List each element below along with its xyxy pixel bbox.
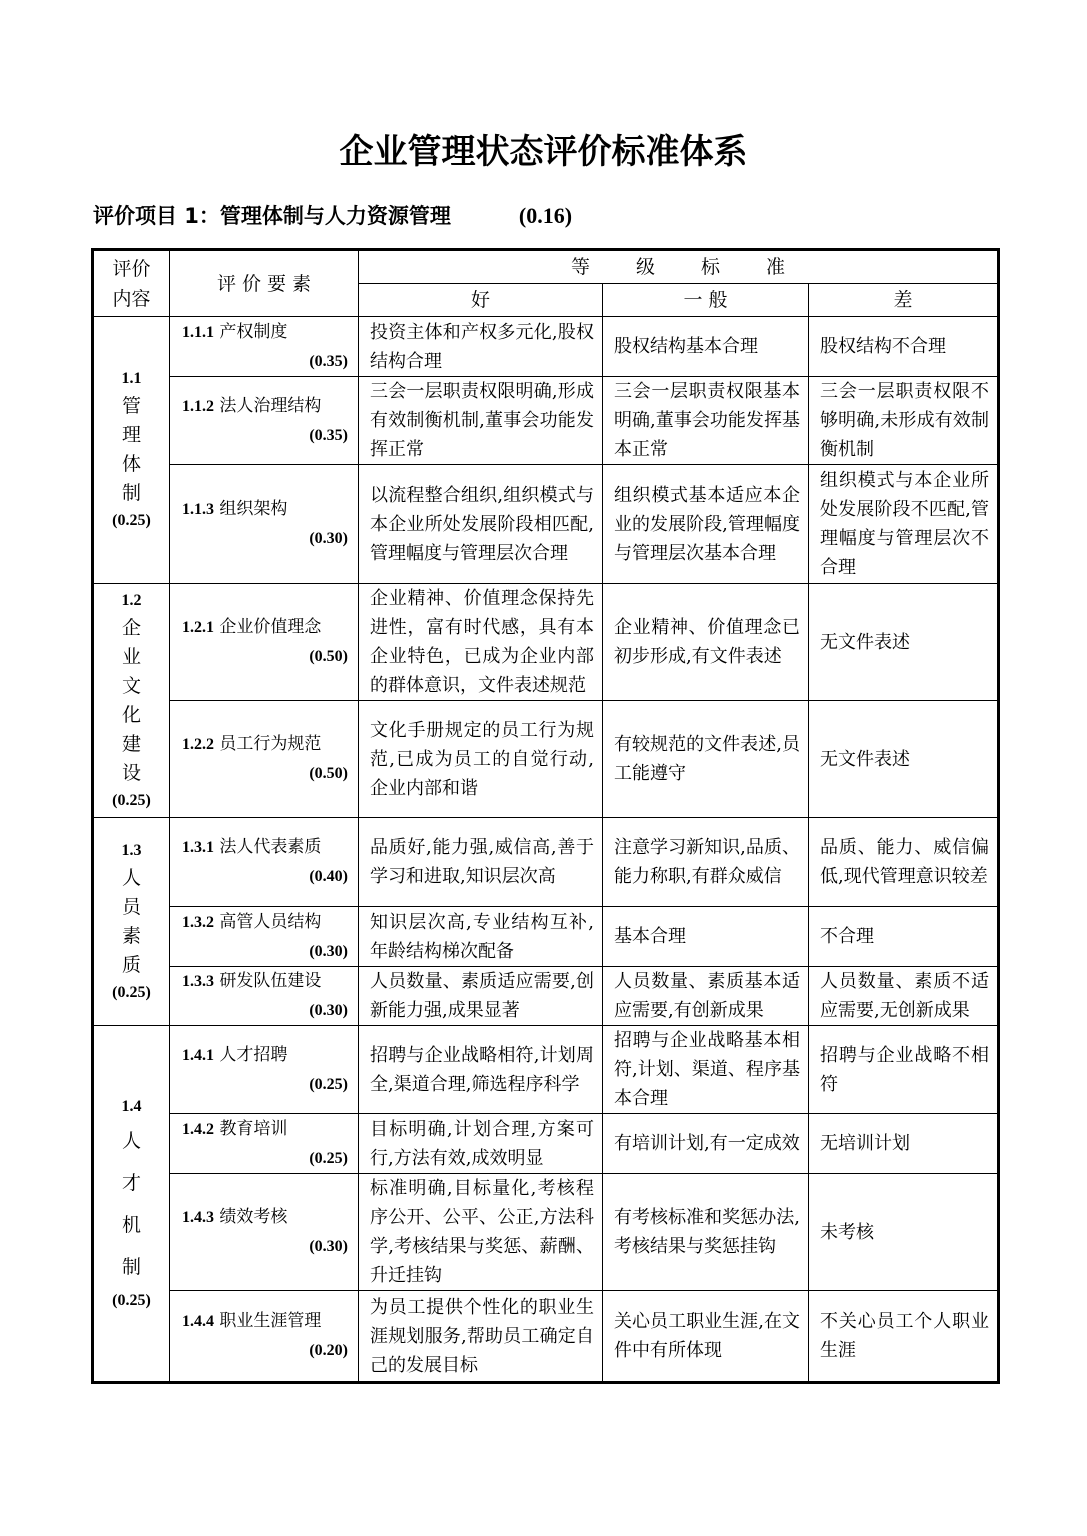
category-name-char: 人 <box>121 1129 141 1152</box>
criterion-good: 人员数量、素质适应需要,创新能力强,成果显著 <box>359 967 603 1026</box>
element-name: 高管人员结构 <box>219 911 322 932</box>
element-name-line <box>182 730 348 759</box>
element-name-line <box>182 318 348 347</box>
element-weight: (0.25) <box>309 1075 348 1093</box>
category-name-char: 人 <box>121 866 141 889</box>
element-name: 职业生涯管理 <box>219 1311 322 1331</box>
element-cell <box>170 1114 359 1174</box>
criterion-fair: 基本合理 <box>603 907 809 967</box>
category-name-char: 化 <box>121 703 141 726</box>
criterion-fair: 企业精神、价值理念已初步形成,有文件表述 <box>603 584 809 701</box>
criterion-fair: 有培训计划,有一定成效 <box>603 1114 809 1174</box>
table-row <box>93 1291 999 1383</box>
category-name-char: 文 <box>121 674 141 697</box>
element-name-line <box>182 1041 348 1070</box>
category-name-char: 员 <box>121 895 141 918</box>
header-fair: 一 般 <box>603 284 809 317</box>
category-cell <box>93 818 170 1026</box>
element-number: 1.3.3 <box>182 973 214 990</box>
criterion-good: 招聘与企业战略相符,计划周全,渠道合理,筛选程序科学 <box>359 1026 603 1114</box>
page-title: 企业管理状态评价标准体系 <box>339 132 748 172</box>
criterion-poor: 品质、能力、威信偏低,现代管理意识较差 <box>809 818 999 907</box>
criterion-fair: 有较规范的文件表述,员工能遵守 <box>603 701 809 818</box>
element-cell <box>170 317 359 377</box>
element-name-line <box>182 833 348 862</box>
table-row <box>93 1026 999 1114</box>
header-elements: 评 价 要 素 <box>170 250 359 317</box>
criterion-fair: 组织模式基本适应本企业的发展阶段,管理幅度与管理层次基本合理 <box>603 465 809 584</box>
header-poor: 差 <box>809 284 999 317</box>
category-weight: (0.25) <box>112 983 151 1001</box>
element-name: 研发队伍建设 <box>219 971 322 991</box>
element-number: 1.1.3 <box>182 501 214 518</box>
category-cell <box>93 317 170 584</box>
criterion-poor: 三会一层职责权限不够明确,未形成有效制衡机制 <box>809 377 999 465</box>
criterion-poor: 组织模式与本企业所处发展阶段不匹配,管理幅度与管理层次不合理 <box>809 465 999 584</box>
table-row <box>93 907 999 967</box>
evaluation-table <box>91 248 1000 1384</box>
category-name-char: 建 <box>121 732 141 755</box>
criterion-poor: 招聘与企业战略不相符 <box>809 1026 999 1114</box>
section-heading <box>93 198 572 234</box>
element-cell <box>170 465 359 584</box>
header-grade: 等级标准 <box>359 250 999 284</box>
category-name-char: 管 <box>121 395 141 417</box>
criterion-good: 品质好,能力强,威信高,善于学习和进取,知识层次高 <box>359 818 603 907</box>
category-cell <box>93 1026 170 1383</box>
table-row <box>93 317 999 377</box>
element-weight: (0.35) <box>309 426 348 444</box>
criterion-poor: 未考核 <box>809 1174 999 1291</box>
element-cell <box>170 377 359 465</box>
criterion-poor: 不合理 <box>809 907 999 967</box>
table-row <box>93 818 999 907</box>
criterion-poor: 不关心员工个人职业生涯 <box>809 1291 999 1383</box>
category-name-char: 素 <box>121 924 141 947</box>
criterion-good: 标准明确,目标量化,考核程序公开、公平、公正,方法科学,考核结果与奖惩、薪酬、升迁挂钩 <box>359 1174 603 1291</box>
category-name-char: 制 <box>121 1255 141 1278</box>
element-cell <box>170 818 359 907</box>
element-name-line <box>182 908 348 937</box>
element-cell <box>170 701 359 818</box>
element-weight: (0.50) <box>309 648 348 665</box>
element-weight: (0.30) <box>309 942 348 960</box>
criterion-poor: 股权结构不合理 <box>809 317 999 377</box>
category-code: 1.3 <box>121 841 142 859</box>
header-content <box>93 250 170 317</box>
element-name: 法人治理结构 <box>219 395 322 416</box>
element-cell <box>170 1291 359 1383</box>
element-name: 产权制度 <box>219 321 288 342</box>
category-weight: (0.25) <box>112 791 151 809</box>
element-cell <box>170 1174 359 1291</box>
element-number: 1.4.4 <box>182 1313 214 1330</box>
category-name-char: 才 <box>121 1171 141 1194</box>
criterion-good: 目标明确,计划合理,方案可行,方法有效,成效明显 <box>359 1114 603 1174</box>
table-row <box>93 584 999 701</box>
category-weight: (0.25) <box>112 512 151 529</box>
header-content-label: 评价内容 <box>112 257 151 310</box>
criterion-good: 三会一层职责权限明确,形成有效制衡机制,董事会功能发挥正常 <box>359 377 603 465</box>
element-number: 1.4.3 <box>182 1209 214 1226</box>
criterion-fair: 三会一层职责权限基本明确,董事会功能发挥基本正常 <box>603 377 809 465</box>
criterion-fair: 人员数量、素质基本适应需要,有创新成果 <box>603 967 809 1026</box>
table-row <box>93 1174 999 1291</box>
element-name-line <box>182 613 348 642</box>
criterion-fair: 股权结构基本合理 <box>603 317 809 377</box>
category-name-char: 制 <box>121 482 141 504</box>
criterion-poor: 人员数量、素质不适应需要,无创新成果 <box>809 967 999 1026</box>
element-name-line <box>182 967 348 996</box>
criterion-good: 投资主体和产权多元化,股权结构合理 <box>359 317 603 377</box>
category-name-char: 企 <box>121 616 141 639</box>
element-cell <box>170 1026 359 1114</box>
element-number: 1.1.2 <box>182 397 214 415</box>
element-name-line <box>182 1203 348 1232</box>
element-number: 1.2.2 <box>182 736 214 753</box>
category-code: 1.4 <box>121 1097 142 1115</box>
category-name-char: 理 <box>121 424 141 446</box>
element-name-line <box>182 392 348 421</box>
element-name: 法人代表素质 <box>219 837 322 857</box>
element-weight: (0.30) <box>309 1002 348 1019</box>
header-good: 好 <box>359 284 603 317</box>
table-row <box>93 377 999 465</box>
element-number: 1.4.1 <box>182 1046 214 1064</box>
element-number: 1.2.1 <box>182 619 214 636</box>
category-cell <box>93 584 170 818</box>
category-code: 1.1 <box>121 370 142 387</box>
element-cell <box>170 967 359 1026</box>
category-name-char: 体 <box>121 453 141 475</box>
criterion-good: 知识层次高,专业结构互补,年龄结构梯次配备 <box>359 907 603 967</box>
table-row <box>93 465 999 584</box>
element-weight: (0.25) <box>309 1149 348 1167</box>
criterion-good: 文化手册规定的员工行为规范,已成为员工的自觉行动,企业内部和谐 <box>359 701 603 818</box>
section-heading-label: 评价项目 1：管理体制与人力资源管理 <box>93 204 451 228</box>
element-name: 教育培训 <box>219 1118 288 1139</box>
criterion-fair: 有考核标准和奖惩办法,考核结果与奖惩挂钩 <box>603 1174 809 1291</box>
element-weight: (0.50) <box>309 765 348 782</box>
element-weight: (0.30) <box>309 1238 348 1255</box>
criterion-poor: 无文件表述 <box>809 584 999 701</box>
element-name-line <box>182 1115 348 1144</box>
element-name-line <box>182 1307 348 1336</box>
element-name: 员工行为规范 <box>219 734 322 754</box>
element-name-line <box>182 495 348 524</box>
criterion-poor: 无培训计划 <box>809 1114 999 1174</box>
element-name: 绩效考核 <box>219 1207 288 1227</box>
criterion-good: 为员工提供个性化的职业生涯规划服务,帮助员工确定自己的发展目标 <box>359 1291 603 1383</box>
element-number: 1.3.2 <box>182 913 214 931</box>
element-name: 人才招聘 <box>219 1044 288 1065</box>
element-name: 组织架构 <box>219 499 288 519</box>
element-cell <box>170 907 359 967</box>
element-name: 企业价值理念 <box>219 617 322 637</box>
category-name-char: 业 <box>121 645 141 668</box>
criterion-fair: 招聘与企业战略基本相符,计划、渠道、程序基本合理 <box>603 1026 809 1114</box>
category-weight: (0.25) <box>112 1291 151 1309</box>
element-number: 1.4.2 <box>182 1120 214 1138</box>
category-name-char: 质 <box>121 953 141 976</box>
category-code: 1.2 <box>121 591 142 609</box>
criterion-poor: 无文件表述 <box>809 701 999 818</box>
category-name-char: 设 <box>121 761 141 784</box>
criterion-good: 以流程整合组织,组织模式与本企业所处发展阶段相匹配,管理幅度与管理层次合理 <box>359 465 603 584</box>
element-weight: (0.30) <box>309 530 348 547</box>
table-row <box>93 1114 999 1174</box>
element-weight: (0.35) <box>309 352 348 370</box>
element-number: 1.1.1 <box>182 323 214 341</box>
category-name-char: 机 <box>121 1213 141 1236</box>
criterion-fair: 关心员工职业生涯,在文件中有所体现 <box>603 1291 809 1383</box>
criterion-fair: 注意学习新知识,品质、能力称职,有群众威信 <box>603 818 809 907</box>
element-cell <box>170 584 359 701</box>
table-row <box>93 701 999 818</box>
table-row <box>93 967 999 1026</box>
element-weight: (0.40) <box>309 868 348 885</box>
element-weight: (0.20) <box>309 1342 348 1359</box>
section-weight: (0.16) <box>518 203 573 228</box>
criterion-good: 企业精神、价值理念保持先进性，富有时代感，具有本企业特色，已成为企业内部的群体意识，文件表述规范 <box>359 584 603 701</box>
element-number: 1.3.1 <box>182 839 214 856</box>
